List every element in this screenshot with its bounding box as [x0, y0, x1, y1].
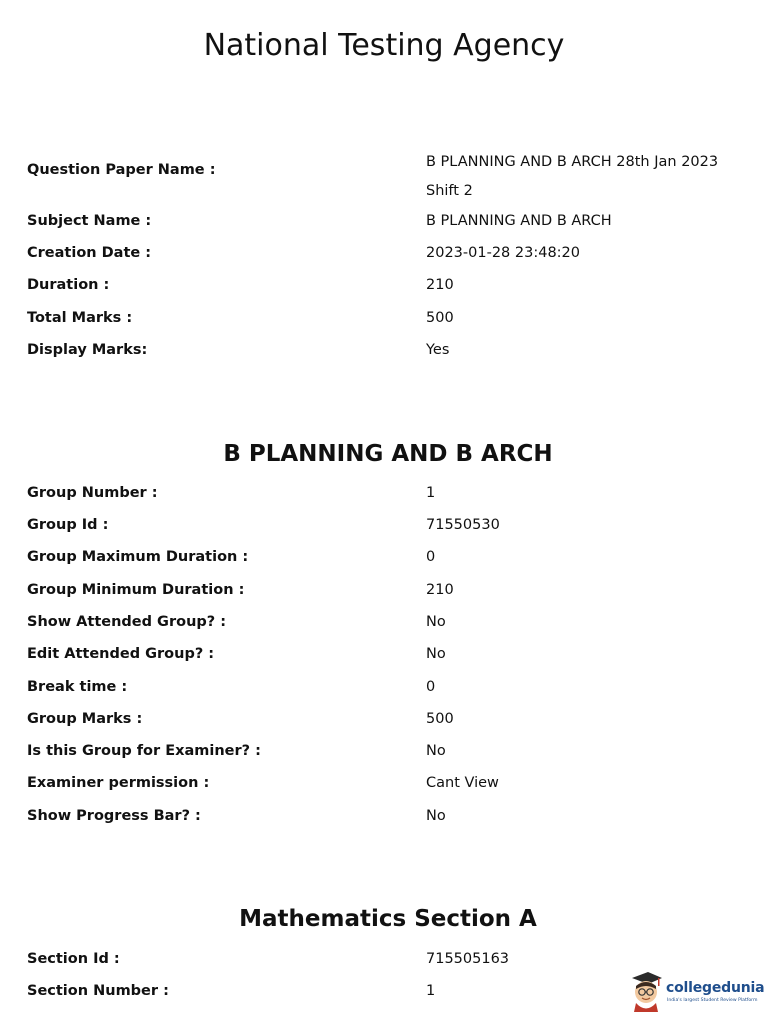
group-value: No — [426, 808, 446, 824]
group-label: Group Maximum Duration : — [27, 549, 249, 565]
group-label: Is this Group for Examiner? : — [27, 743, 261, 759]
info-row-creation-date — [0, 245, 768, 273]
group-label: Edit Attended Group? : — [27, 646, 215, 662]
info-row-subject-name — [0, 213, 768, 241]
info-value: 210 — [426, 277, 454, 293]
group-row-show-attended — [0, 614, 768, 642]
group-value: Cant View — [426, 775, 499, 791]
group-value: 0 — [426, 549, 436, 565]
info-row-question-paper-name — [0, 148, 768, 199]
group-label: Group Number : — [27, 485, 158, 501]
group-value: 71550530 — [426, 517, 500, 533]
info-value: B PLANNING AND B ARCH — [426, 213, 612, 229]
group-value: No — [426, 646, 446, 662]
group-value: 1 — [426, 485, 436, 501]
info-row-duration — [0, 277, 768, 305]
group-value: No — [426, 614, 446, 630]
group-label: Group Minimum Duration : — [27, 582, 245, 598]
group-label: Examiner permission : — [27, 775, 210, 791]
collegedunia-logo — [628, 970, 763, 1012]
group-label: Group Id : — [27, 517, 109, 533]
group-label: Show Attended Group? : — [27, 614, 227, 630]
info-value: B PLANNING AND B ARCH 28th Jan 2023 Shift 2 — [426, 154, 719, 199]
group-row-for-examiner — [0, 743, 768, 771]
info-row-display-marks — [0, 342, 768, 370]
group-row-examiner-permission — [0, 775, 768, 803]
group-row-min-duration — [0, 582, 768, 610]
info-label: Duration : — [27, 277, 110, 293]
section-heading: Mathematics Section A — [239, 906, 537, 932]
section-value: 715505163 — [426, 951, 510, 967]
brand-name: collegedunia — [666, 980, 765, 996]
group-label: Group Marks : — [27, 711, 143, 727]
group-row-edit-attended — [0, 646, 768, 674]
group-label: Show Progress Bar? : — [27, 808, 201, 824]
section-label: Section Number : — [27, 983, 169, 999]
group-value: 210 — [426, 582, 454, 598]
info-row-total-marks — [0, 310, 768, 338]
group-label: Break time : — [27, 679, 128, 695]
page-title: National Testing Agency — [203, 28, 565, 63]
group-value: 0 — [426, 679, 436, 695]
mascot-icon — [628, 970, 664, 1012]
section-label: Section Id : — [27, 951, 120, 967]
group-row-number — [0, 485, 768, 513]
group-value: 500 — [426, 711, 454, 727]
group-value: No — [426, 743, 446, 759]
info-label: Display Marks: — [27, 342, 148, 358]
info-label: Total Marks : — [27, 310, 133, 326]
info-value: Yes — [426, 342, 450, 358]
group-row-break-time — [0, 679, 768, 707]
group-row-id — [0, 517, 768, 545]
group-row-progress-bar — [0, 808, 768, 836]
info-value: 2023-01-28 23:48:20 — [426, 245, 580, 261]
info-label: Question Paper Name : — [27, 162, 216, 178]
group-row-marks — [0, 711, 768, 739]
group-row-max-duration — [0, 549, 768, 577]
section-value: 1 — [426, 983, 436, 999]
info-label: Subject Name : — [27, 213, 152, 229]
info-value: 500 — [426, 310, 454, 326]
brand-tagline: India's largest Student Review Platform — [667, 998, 758, 1003]
group-heading: B PLANNING AND B ARCH — [223, 441, 553, 467]
info-label: Creation Date : — [27, 245, 152, 261]
